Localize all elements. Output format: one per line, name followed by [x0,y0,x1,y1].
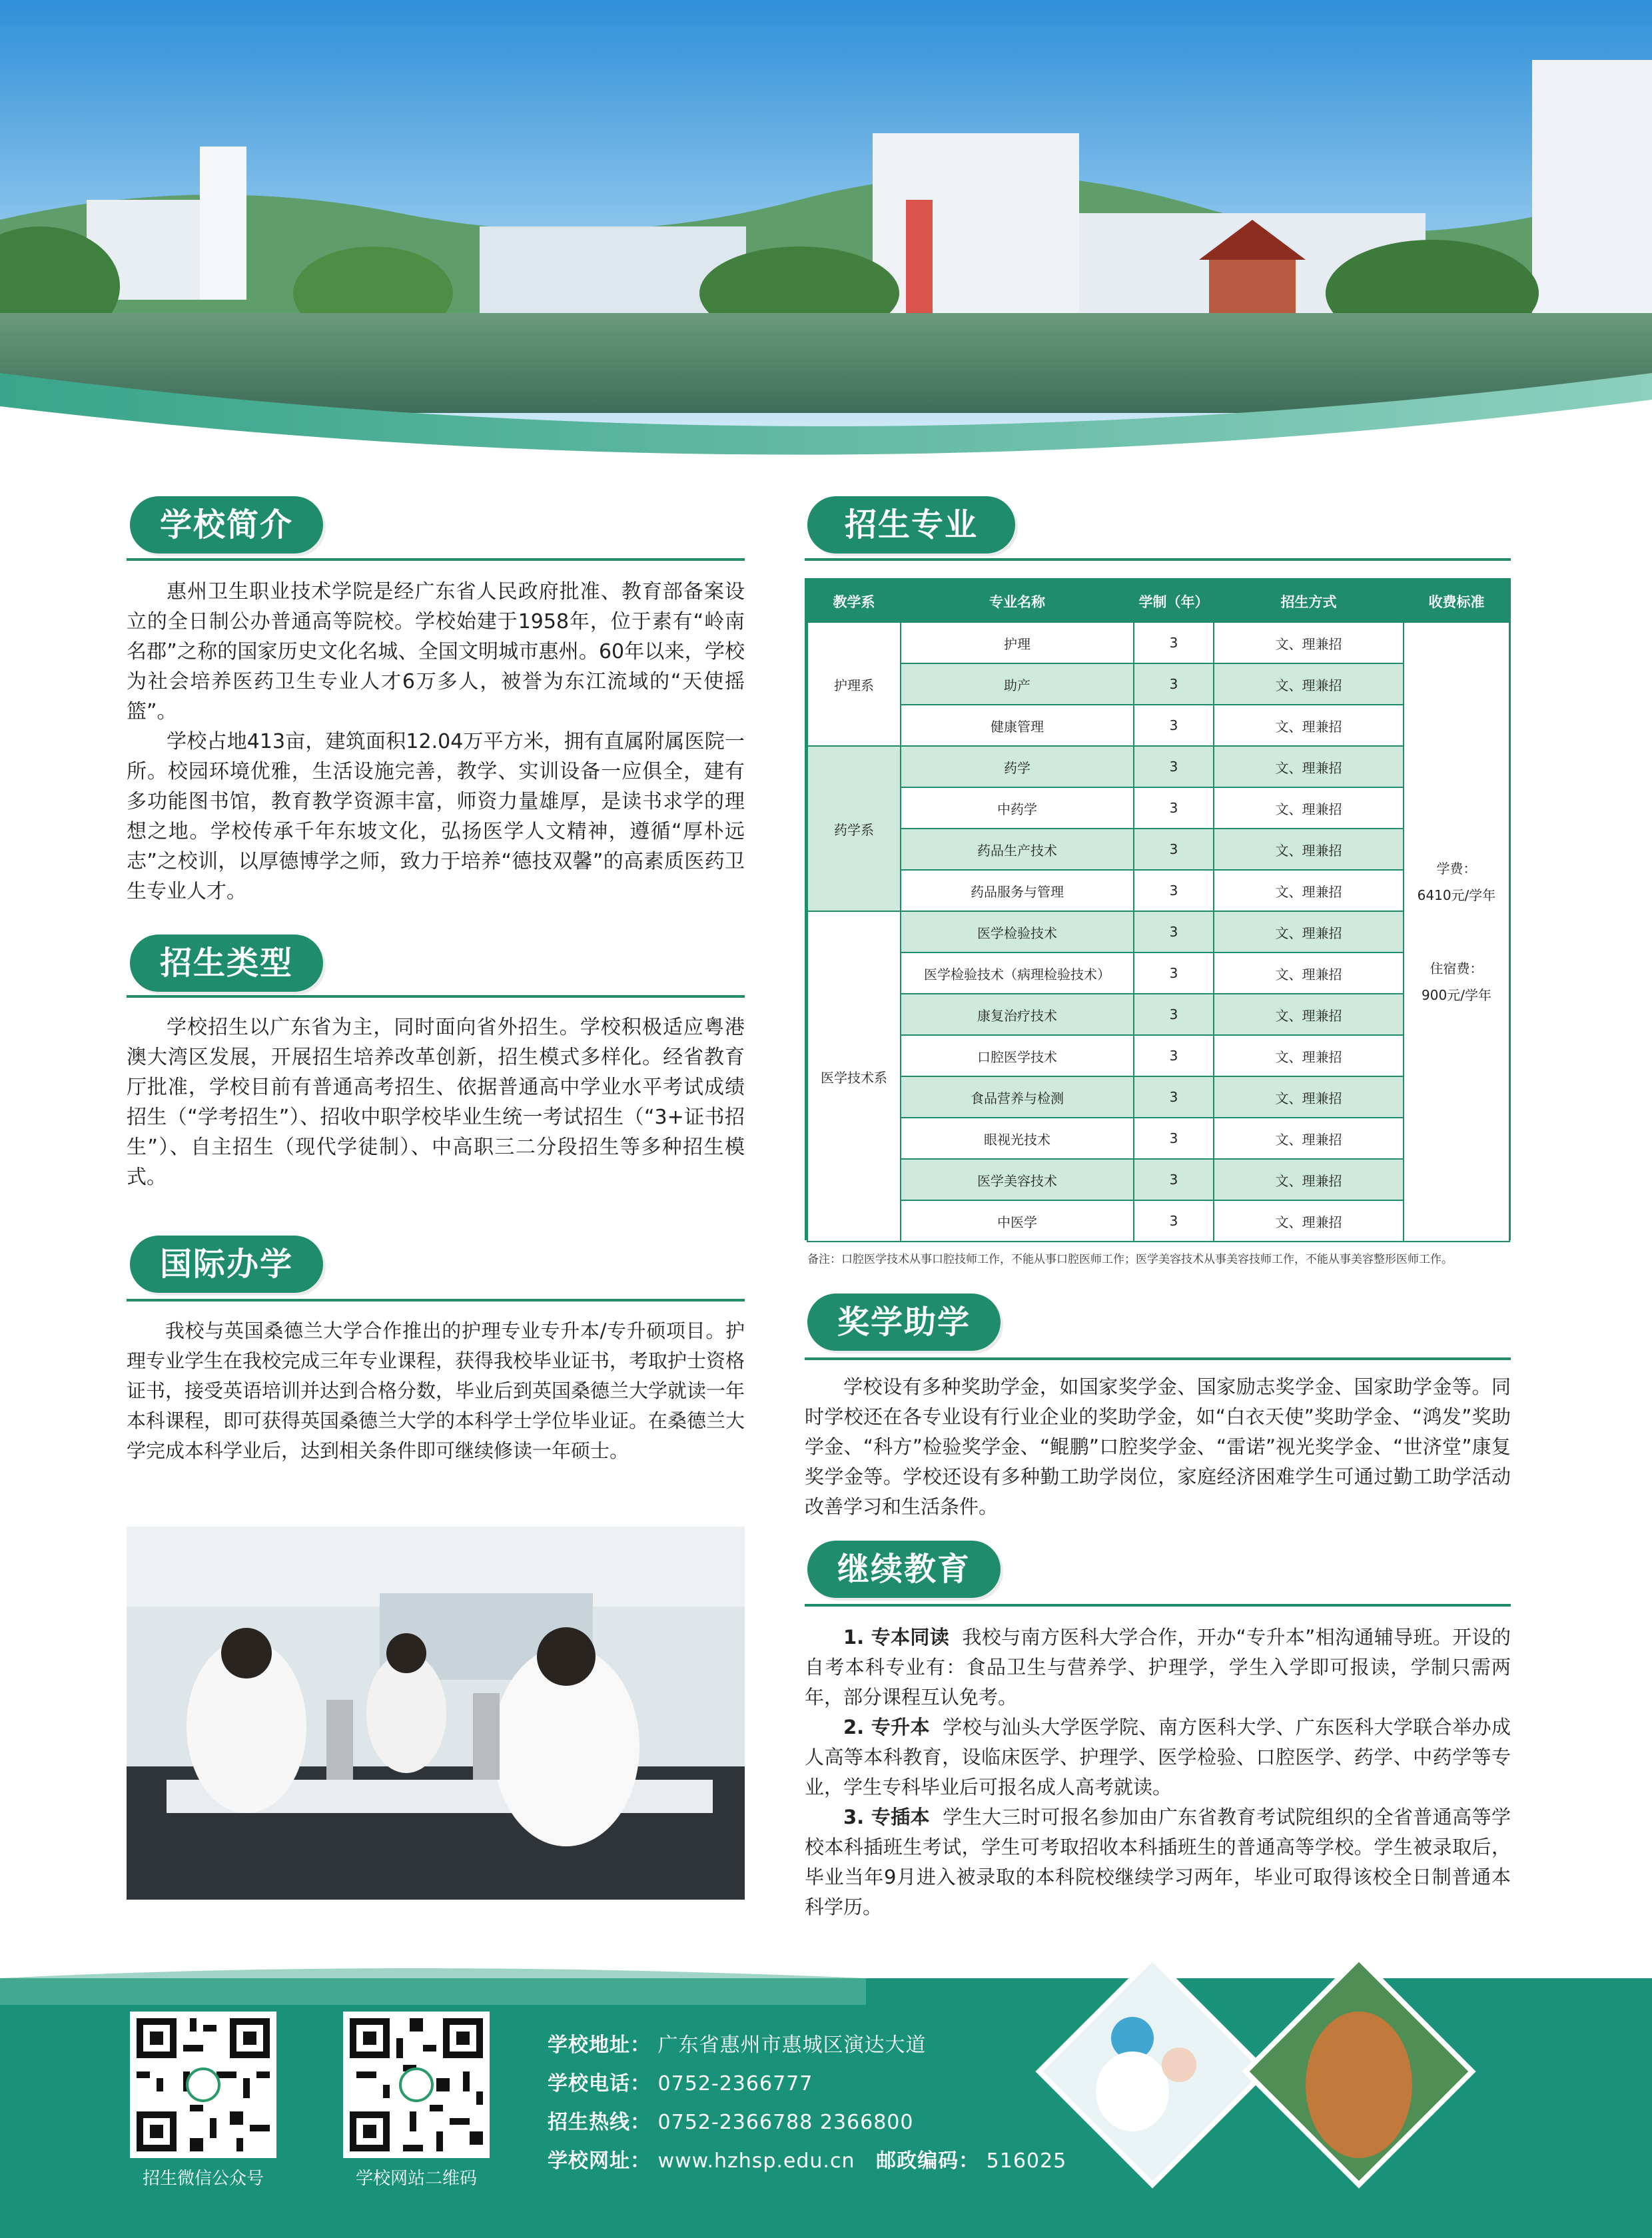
qr-label-wechat: 招生微信公众号 [142,2169,264,2189]
cont-item-3-head: 3. 专插本 [843,1806,930,1828]
website-link[interactable]: www.hzhsp.edu.cn [657,2149,855,2173]
mode-cell: 文、理兼招 [1214,663,1404,705]
address-value: 广东省惠州市惠城区演达大道 [657,2034,927,2057]
years-cell: 3 [1134,911,1214,952]
table-row [807,622,1509,663]
mode-cell: 文、理兼招 [1214,746,1404,787]
major-cell: 口腔医学技术 [901,1035,1134,1076]
contact-phone [548,2065,1147,2103]
years-cell: 3 [1134,1076,1214,1118]
cont-item-1-body: 我校与南方医科大学合作，开办“专升本”相沟通辅导班。开设的自考本科专业有：食品卫生与营养学、护理学，学生入学即可报读，学制只需两年，部分课程互认免考。 [805,1626,1511,1708]
years-cell: 3 [1134,622,1214,663]
dept-cell: 护理系 [807,622,901,746]
cont-item-3-body: 学生大三时可报名参加由广东省教育考试院组织的全省普通高等学校本科插班生考试，学生可考取招收本科插班生的普通高等学校。学生被录取后，毕业当年9月进入被录取的本科院校继续学习两年，毕业可取得该校全日制普通本科学历。 [805,1806,1511,1918]
types-paragraph: 学校招生以广东省为主，同时面向省外招生。学校积极适应粤港澳大湾区发展，开展招生培养改革创新，招生模式多样化。经省教育厅批准，学校目前有普通高考招生、依据普通高中学业水平考试成绩招生（“学考招生”）、招收中职学校毕业生统一考试招生（“3+证书招生”）、自主招生（现代学徒制）、中高职三二分段招生等多种招生模式。 [127,1016,745,1189]
hotline-label: 招生热线： [548,2111,651,2134]
years-cell: 3 [1134,705,1214,746]
intro-text [127,577,745,907]
mode-cell: 文、理兼招 [1214,911,1404,952]
mode-cell: 文、理兼招 [1214,787,1404,829]
major-cell: 药学 [901,746,1134,787]
qr-code-wechat [130,2012,276,2158]
header-years: 学制（年） [1134,581,1214,622]
contact-hotline [548,2103,1147,2142]
major-cell: 中医学 [901,1200,1134,1242]
mode-cell: 文、理兼招 [1214,1159,1404,1200]
major-cell: 康复治疗技术 [901,994,1134,1035]
mode-cell: 文、理兼招 [1214,1118,1404,1159]
cont-item-1 [805,1623,1511,1712]
continuing-text [805,1623,1511,1922]
years-cell: 3 [1134,1035,1214,1076]
years-cell: 3 [1134,787,1214,829]
years-cell: 3 [1134,663,1214,705]
cont-item-1-head: 1. 专本同读 [843,1626,950,1649]
intl-paragraph: 我校与英国桑德兰大学合作推出的护理专业专升本/专升硕项目。护理专业学生在我校完成三年专业课程，获得我校毕业证书，考取护士资格证书，接受英语培训并达到合格分数，毕业后到英国桑德兰大学就读一年本科课程，即可获得英国桑德兰大学的本科学士学位毕业证。在桑德兰大学完成本科学业后，达到相关条件即可继续修读一年硕士。 [127,1319,745,1462]
mode-cell: 文、理兼招 [1214,994,1404,1035]
cont-item-2-body: 学校与汕头大学医学院、南方医科大学、广东医科大学联合举办成人高等本科教育，设临床医学、护理学、医学检验、口腔医学、药学、中药学等专业，学生专科毕业后可报名成人高考就读。 [805,1716,1511,1798]
major-cell: 药品服务与管理 [901,870,1134,911]
major-cell: 医学美容技术 [901,1159,1134,1200]
section-title-aid: 奖学助学 [807,1294,1001,1351]
major-cell: 药品生产技术 [901,829,1134,870]
tuition-label: 学费： [1436,861,1477,877]
mode-cell: 文、理兼招 [1214,829,1404,870]
section-rule [127,558,745,561]
aid-text [805,1372,1511,1522]
phone-value: 0752-2366777 [657,2072,813,2095]
section-rule [127,995,745,998]
intro-paragraph-2: 学校占地413亩，建筑面积12.04万平方米，拥有直属附属医院一所。校园环境优雅，生活设施完善，教学、实训设备一应俱全，建有多功能图书馆，教育教学资源丰富，师资力量雄厚，是读书求学的理想之地。学校传承千年东坡文化，弘扬医学人文精神，遵循“厚朴远志”之校训，以厚德博学之师，致力于培养“德技双馨”的高素质医药卫生专业人才。 [127,730,745,903]
cont-item-2 [805,1712,1511,1802]
major-cell: 医学检验技术 [901,911,1134,952]
qr-code-website [343,2012,490,2158]
section-title-types: 招生类型 [130,934,323,992]
years-cell: 3 [1134,1159,1214,1200]
footer [0,1958,1652,2238]
contact-address [548,2026,1147,2065]
mode-cell: 文、理兼招 [1214,870,1404,911]
years-cell: 3 [1134,952,1214,994]
header-mode: 招生方式 [1214,581,1404,622]
dorm-label: 住宿费： [1430,960,1483,976]
section-rule [127,1299,745,1302]
section-rule [805,1357,1511,1360]
section-rule [805,558,1511,561]
phone-label: 学校电话： [548,2072,651,2095]
mode-cell: 文、理兼招 [1214,622,1404,663]
years-cell: 3 [1134,994,1214,1035]
mode-cell: 文、理兼招 [1214,1076,1404,1118]
major-cell: 健康管理 [901,705,1134,746]
contact-info [548,2026,1147,2181]
dorm-value: 900元/学年 [1422,987,1491,1003]
major-cell: 助产 [901,663,1134,705]
intro-paragraph-1: 惠州卫生职业技术学院是经广东省人民政府批准、教育部备案设立的全日制公办普通高等院校。学校始建于1958年，位于素有“岭南名郡”之称的国家历史文化名城、全国文明城市惠州。60年以来，学校为社会培养医药卫生专业人才6万多人，被誉为东江流域的“天使摇篮”。 [127,580,745,723]
aid-paragraph: 学校设有多种奖助学金，如国家奖学金、国家励志奖学金、国家助学金等。同时学校还在各专业设有行业企业的奖助学金，如“白衣天使”奖助学金、“鸿发”奖助学金、“科方”检验奖学金、“鲲鹏”口腔奖学金、“雷诺”视光奖学金、“世济堂”康复奖学金等。学校还设有多种勤工助学岗位，家庭经济困难学生可通过勤工助学活动改善学习和生活条件。 [805,1375,1511,1518]
header-major: 专业名称 [901,581,1134,622]
major-cell: 医学检验技术（病理检验技术） [901,952,1134,994]
header-campus-photo [0,0,1652,466]
mode-cell: 文、理兼招 [1214,1200,1404,1242]
lab-photo [127,1527,745,1900]
hotline-value: 0752-2366788 2366800 [657,2111,914,2134]
major-cell: 护理 [901,622,1134,663]
dept-cell: 医学技术系 [807,911,901,1242]
major-cell: 眼视光技术 [901,1118,1134,1159]
header-dept: 教学系 [807,581,901,622]
years-cell: 3 [1134,1200,1214,1242]
table-header-row [807,581,1509,622]
fee-cell [1404,622,1509,1242]
mode-cell: 文、理兼招 [1214,952,1404,994]
intl-text [127,1316,745,1466]
zip-label: 邮政编码： [876,2149,980,2173]
section-title-intl: 国际办学 [130,1236,323,1293]
header-fee: 收费标准 [1404,581,1509,622]
qr-label-website: 学校网站二维码 [355,2169,477,2189]
section-title-majors: 招生专业 [807,496,1015,554]
address-label: 学校地址： [548,2034,651,2057]
years-cell: 3 [1134,1118,1214,1159]
years-cell: 3 [1134,746,1214,787]
section-title-continuing: 继续教育 [807,1541,1001,1598]
years-cell: 3 [1134,829,1214,870]
mode-cell: 文、理兼招 [1214,705,1404,746]
cont-item-2-head: 2. 专升本 [843,1716,930,1738]
section-rule [805,1604,1511,1607]
years-cell: 3 [1134,870,1214,911]
tuition-value: 6410元/学年 [1417,887,1496,903]
major-cell: 食品营养与检测 [901,1076,1134,1118]
cont-item-3 [805,1802,1511,1922]
types-text [127,1012,745,1192]
website-label: 学校网址： [548,2149,651,2173]
section-title-intro: 学校简介 [130,496,323,554]
table-note: 备注：口腔医学技术从事口腔技师工作，不能从事口腔医师工作；医学美容技术从事美容技师工作，不能从事美容整形医师工作。 [807,1253,1453,1266]
major-cell: 中药学 [901,787,1134,829]
majors-table [805,578,1511,1240]
zip-value: 516025 [986,2149,1067,2173]
mode-cell: 文、理兼招 [1214,1035,1404,1076]
dept-cell: 药学系 [807,746,901,911]
contact-website [548,2142,1147,2181]
